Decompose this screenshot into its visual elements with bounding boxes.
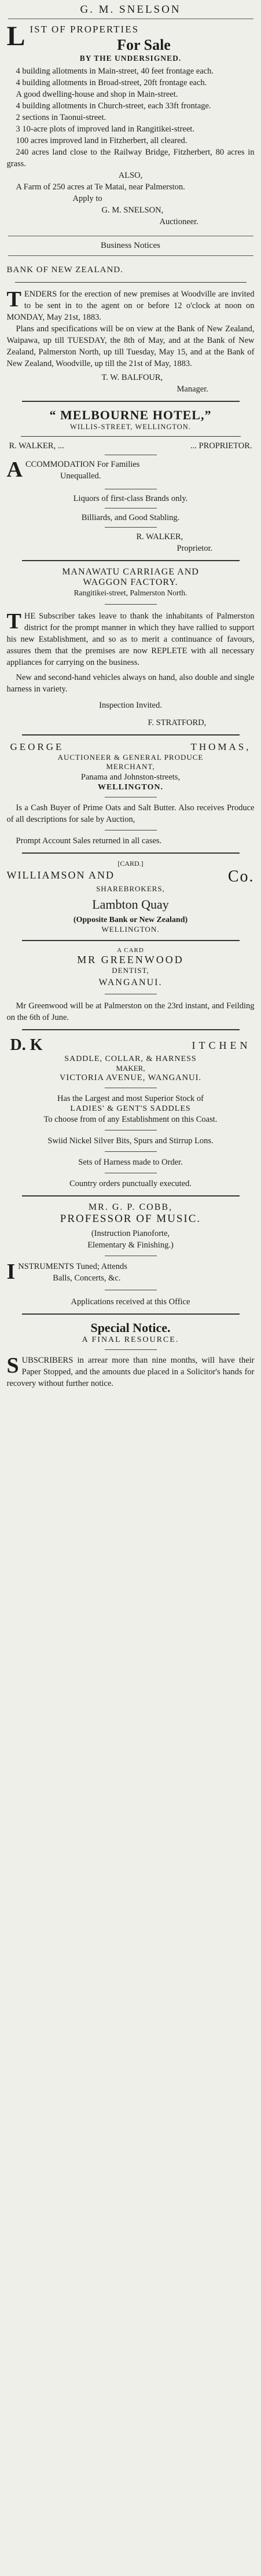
greenwood-card: A CARD xyxy=(117,947,144,954)
hotel-title: “ MELBOURNE HOTEL,” xyxy=(49,407,212,422)
snelson-header: G. M. SNELSON xyxy=(80,3,181,16)
kitchen-header: D. K ITCHEN xyxy=(10,1036,251,1055)
bnz-role: Manager. xyxy=(177,384,208,394)
kitchen-text-2: LADIES' & GENT'S SADDLES xyxy=(70,1104,191,1114)
list-item: 4 building allotments in Main-street, 40 feet frontage each. xyxy=(16,67,214,76)
cobb-instruments: INSTRUMENTS Tuned; Attends Balls, Concerts, &c. xyxy=(6,1260,127,1285)
list-item: 100 acres improved land in Fitzherbert, all cleared. xyxy=(16,136,188,145)
drop-cap: L xyxy=(6,21,27,52)
bnz-tender-text: TENDERS for the erection of new premises at Woodville are invited to be sent in to the agent on or before 12 o'clock at noon on MONDAY, May 21st, 1883. xyxy=(6,287,255,322)
list-item: 2 sections in Taonui-street. xyxy=(16,113,106,122)
special-text: SUBSCRIBERS in arrear more than nine months, will have their Paper Stopped, and the amounts due placed in a Solicitor's hands for recovery without further notice. xyxy=(6,1353,255,1389)
thomas-line-4: WELLINGTON. xyxy=(97,783,164,792)
greenwood-name: MR GREENWOOD xyxy=(77,954,184,966)
owner-role: ... PROPRIETOR. xyxy=(190,441,252,451)
manawatu-factory-advert xyxy=(3,567,258,729)
kitchen-text-6: Country orders punctually executed. xyxy=(69,1179,192,1189)
special-sub: A FINAL RESOURCE. xyxy=(82,1335,179,1345)
special-title: Special Notice. xyxy=(90,1320,171,1335)
drop-cap: T xyxy=(6,609,21,634)
williamson-opposite: (Opposite Bank or New Zealand) xyxy=(73,916,188,925)
williamson-advert xyxy=(3,859,258,934)
snelson-role: Auctioneer. xyxy=(159,217,198,226)
thomas-line-1: AUCTIONEER & GENERAL PRODUCE xyxy=(57,753,204,762)
kitchen-line-1: SADDLE, COLLAR, & HARNESS xyxy=(64,1055,197,1064)
factory-title-1: MANAWATU CARRIAGE AND xyxy=(62,566,199,577)
cobb-name: MR. G. P. COBB, xyxy=(88,1202,173,1213)
bnz-plans-text: Plans and specifications will be on view at the Bank of New Zealand, Waipawa, up till TUESDAY, the 8th of May, and at the Bank of New Zealand, Palmerston North, up till Tuesday, May 15, and at the Bank of New Zealand, Woodville, up till the 21st of May, 1883. xyxy=(6,324,255,368)
farm-text: A Farm of 250 acres at Te Matai, near Palmerston. xyxy=(16,182,185,192)
cobb-sub-2: Elementary & Finishing.) xyxy=(87,1241,174,1250)
owner-name: R. WALKER, ... xyxy=(9,441,64,451)
drop-cap: I xyxy=(6,1260,16,1285)
greenwood-city: WANGANUI. xyxy=(98,978,163,988)
cobb-sub-1: (Instruction Pianoforte, xyxy=(91,1229,170,1239)
hotel-role: Proprietor. xyxy=(177,543,213,553)
thomas-text-1: Is a Cash Buyer of Prime Oats and Salt Butter. Also receives Produce of all descriptions for sale by Auction, xyxy=(6,803,255,825)
newspaper-column xyxy=(3,0,258,1389)
kitchen-text-4: Swiid Nickel Silver Bits, Spurs and Stirrup Lons. xyxy=(47,1136,214,1146)
list-heading: LIST OF PROPERTIES xyxy=(6,21,139,52)
hotel-street: WILLIS-STREET, WELLINGTON. xyxy=(70,422,191,431)
cobb-title: PROFESSOR OF MUSIC. xyxy=(60,1213,201,1225)
cobb-applications: Applications received at this Office xyxy=(71,1297,190,1307)
thomas-line-3: Panama and Johnston-streets, xyxy=(80,773,181,782)
list-item: 4 building allotments in Church-street, each 33ft frontage. xyxy=(16,101,211,111)
factory-signature: F. STRATFORD, xyxy=(148,718,207,728)
thomas-advert xyxy=(3,741,258,847)
for-sale-title: For Sale xyxy=(117,36,171,53)
greenwood-role: DENTIST, xyxy=(112,966,149,975)
melbourne-hotel-advert xyxy=(3,408,258,554)
kitchen-line-2: MAKER, xyxy=(116,1064,145,1073)
drop-cap: T xyxy=(6,287,21,312)
snelson-signature: G. M. SNELSON, xyxy=(101,206,164,215)
hotel-accommodation: ACCOMMODATION For Families Unequalled. xyxy=(6,457,140,482)
williamson-title: WILLIAMSON AND Co. xyxy=(6,868,255,886)
kitchen-advert xyxy=(3,1036,258,1190)
bnz-advert xyxy=(3,264,258,395)
greenwood-text: Mr Greenwood will be at Palmerston on the 23rd instant, and Feilding on the 6th of June. xyxy=(6,1001,255,1023)
section-heading: Business Notices xyxy=(101,241,160,250)
factory-vehicles: New and second-hand vehicles always on hand, also double and single harness in variety. xyxy=(6,673,255,694)
factory-inspection: Inspection Invited. xyxy=(99,701,162,711)
kitchen-text-1: Has the Largest and most Superior Stock of xyxy=(57,1094,204,1104)
list-item: 4 building allotments in Broad-street, 20ft frontage each. xyxy=(16,78,207,87)
also-label: ALSO, xyxy=(118,171,143,180)
apply-label: Apply to xyxy=(72,194,102,203)
greenwood-advert xyxy=(3,947,258,1023)
bnz-title: BANK OF NEW ZEALAND. xyxy=(6,265,123,275)
list-item: 240 acres land close to the Railway Bridge, Fitzherbert, 80 acres in grass. xyxy=(6,148,255,169)
drop-cap: A xyxy=(6,457,23,482)
williamson-sub: SHAREBROKERS, xyxy=(96,884,165,894)
factory-address: Rangitikei-street, Palmerston North. xyxy=(73,588,188,597)
factory-text: THE Subscriber takes leave to thank the inhabitants of Palmerston district for the prompt manner in which they have rallied to support his new Establishment, and so as to merit a continuance of favours, assures them that the premises are now REPLETE with all necessary appliances for carrying on the business. xyxy=(6,609,255,668)
kitchen-text-3: To choose from of any Establishment on this Coast. xyxy=(43,1115,218,1125)
hotel-billiards: Billiards, and Good Stabling. xyxy=(81,513,180,522)
list-item: 3 10-acre plots of improved land in Rangitikei-street. xyxy=(16,125,194,134)
kitchen-text-5: Sets of Harness made to Order. xyxy=(78,1158,183,1168)
hotel-signature: R. WALKER, xyxy=(136,532,183,541)
kitchen-line-3: VICTORIA AVENUE, WANGANUI. xyxy=(59,1073,202,1083)
factory-title-2: WAGGON FACTORY. xyxy=(83,577,178,587)
thomas-header: GEORGE THOMAS, xyxy=(10,741,251,753)
cobb-advert xyxy=(3,1202,258,1308)
special-notice-advert xyxy=(3,1320,258,1389)
property-list xyxy=(7,65,255,170)
hotel-liquors: Liquors of first-class Brands only. xyxy=(73,493,188,503)
thomas-text-2: Prompt Account Sales returned in all cases. xyxy=(16,836,162,846)
williamson-card: [CARD.] xyxy=(117,859,144,868)
snelson-advert xyxy=(3,3,258,228)
hotel-owner-row xyxy=(3,441,258,451)
thomas-line-2: MERCHANT, xyxy=(106,762,155,771)
list-item: A good dwelling-house and shop in Main-street. xyxy=(16,90,178,99)
williamson-city: WELLINGTON. xyxy=(101,925,160,934)
drop-cap: S xyxy=(6,1353,19,1378)
for-sale-subtitle: BY THE UNDERSIGNED. xyxy=(79,54,182,63)
williamson-street: Lambton Quay xyxy=(92,897,169,912)
bnz-signature: T. W. BALFOUR, xyxy=(101,372,163,382)
